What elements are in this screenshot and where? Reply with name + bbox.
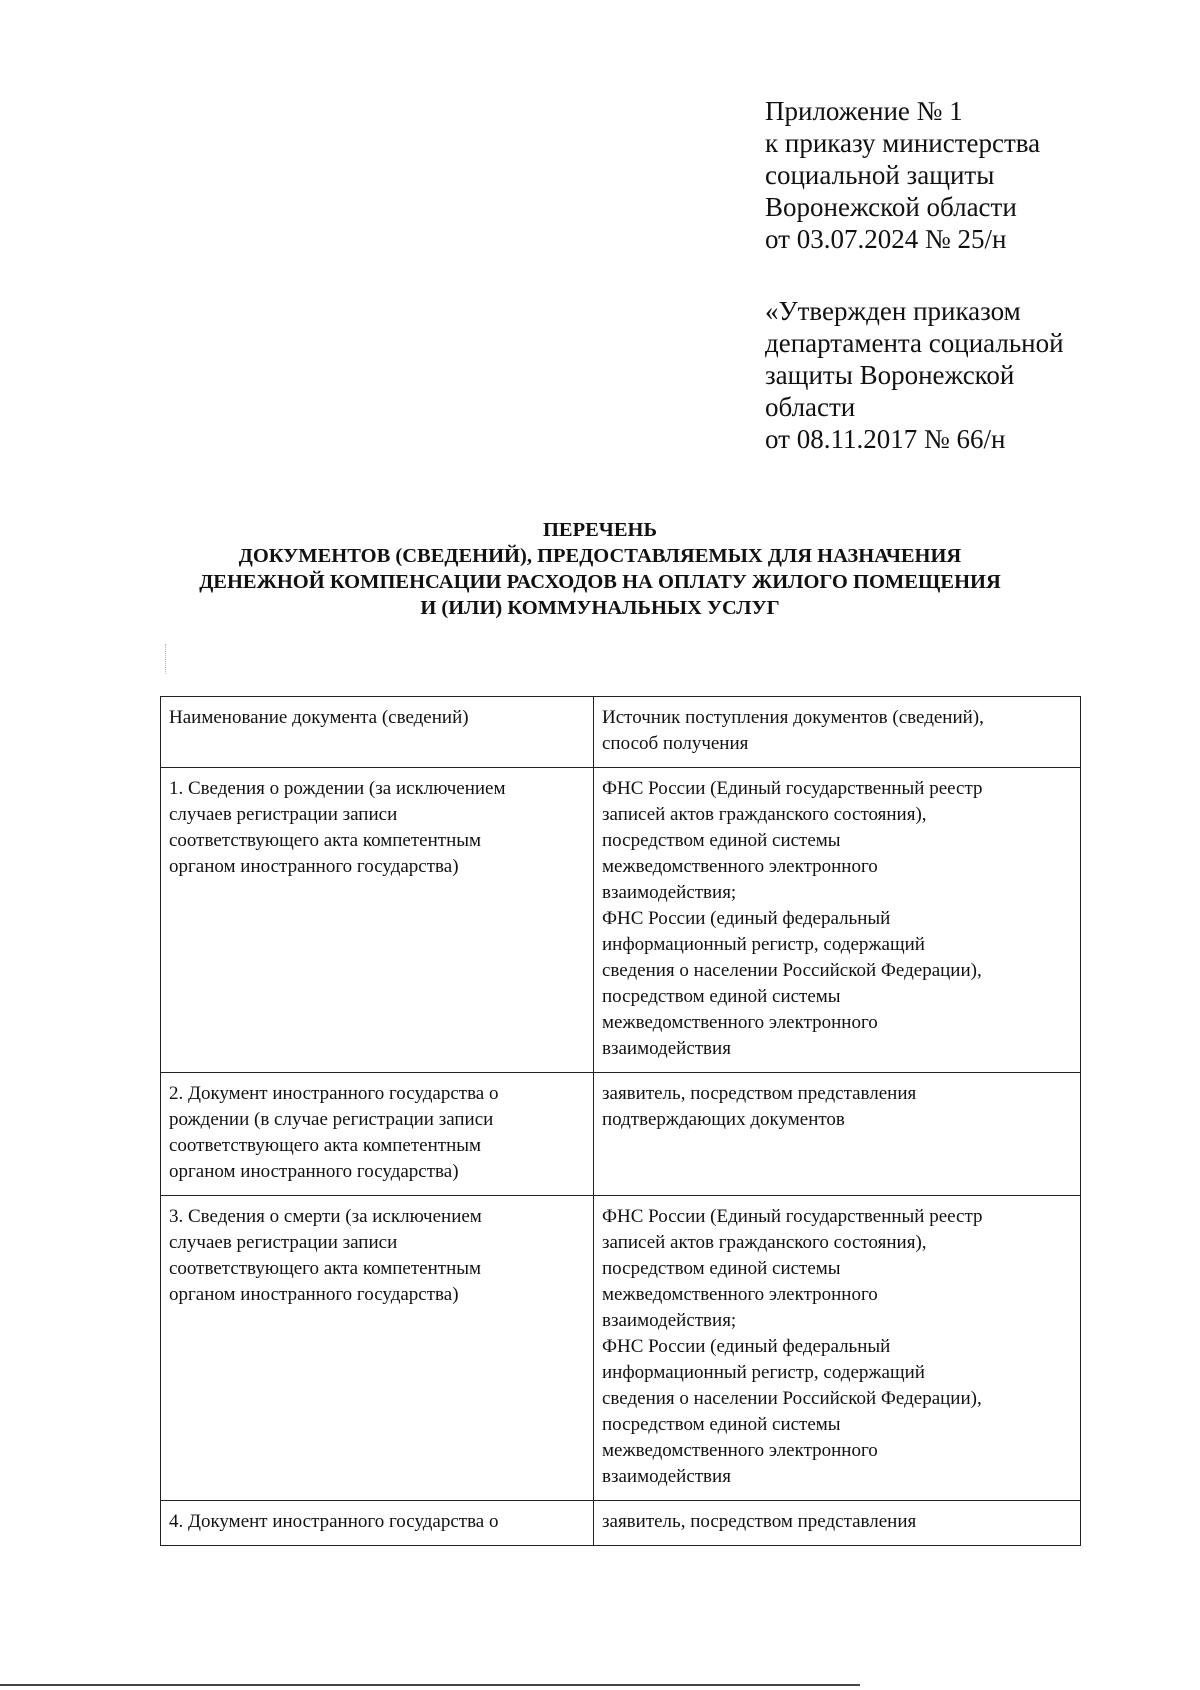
documents-table: [160, 696, 1081, 1546]
appendix-line: от 03.07.2024 № 25/н: [765, 224, 1007, 254]
table-header-row: [161, 697, 1081, 768]
header-text: Наименование документа (сведений): [169, 707, 469, 728]
title-line: ДЕНЕЖНОЙ КОМПЕНСАЦИИ РАСХОДОВ НА ОПЛАТУ ЖИЛОГО ПОМЕЩЕНИЯ: [199, 571, 1001, 593]
cell-document: [161, 1073, 594, 1196]
approved-line: «Утвержден приказом: [765, 296, 1021, 326]
header-cell-source: [594, 697, 1081, 768]
cell-text: 4. Документ иностранного государства о: [169, 1511, 499, 1532]
title-line: И (ИЛИ) КОММУНАЛЬНЫХ УСЛУГ: [420, 597, 780, 619]
table-row: [161, 1501, 1081, 1546]
table-row: [161, 768, 1081, 1073]
approved-line: защиты Воронежской: [765, 360, 1015, 390]
cell-source: [594, 1196, 1081, 1501]
appendix-block: [765, 95, 1185, 255]
appendix-line: Воронежской области: [765, 192, 1017, 222]
cell-source: [594, 1073, 1081, 1196]
scan-margin-mark: [165, 644, 170, 674]
cell-text: 3. Сведения о смерти (за исключением случаев регистрации записи соответствующего акта компетентным органом иностранного государства): [169, 1206, 482, 1305]
cell-text: 1. Сведения о рождении (за исключением случаев регистрации записи соответствующего акта компетентным органом иностранного государства): [169, 778, 506, 877]
appendix-line: к приказу министерства: [765, 128, 1041, 158]
table-row: [161, 1196, 1081, 1501]
appendix-line: Приложение № 1: [765, 96, 963, 126]
cell-text: заявитель, посредством представления подтверждающих документов: [602, 1083, 917, 1130]
title-line: ДОКУМЕНТОВ (СВЕДЕНИЙ), ПРЕДОСТАВЛЯЕМЫХ ДЛЯ НАЗНАЧЕНИЯ: [238, 545, 962, 567]
table-row: [161, 1073, 1081, 1196]
cell-source: [594, 768, 1081, 1073]
scan-bottom-edge: [0, 1684, 860, 1686]
approved-block: [765, 295, 1185, 455]
approved-line: департамента социальной: [765, 328, 1064, 358]
cell-source: [594, 1501, 1081, 1546]
document-title: [150, 517, 1050, 621]
header-text: Источник поступления документов (сведений), способ получения: [602, 707, 984, 754]
cell-text: ФНС России (Единый государственный реестр записей актов гражданского состояния), посредством единой системы межведомственного электронного взаимодействия; ФНС России (единый федеральный информационный регистр, содержащий сведения о населении Российской Федерации), посредством единой системы межведомственного электронного взаимодействия: [602, 778, 983, 1059]
title-line: ПЕРЕЧЕНЬ: [542, 519, 658, 541]
cell-text: 2. Документ иностранного государства о рождении (в случае регистрации записи соответствующего акта компетентным органом иностранного государства): [169, 1083, 499, 1182]
cell-document: [161, 1196, 594, 1501]
cell-document: [161, 1501, 594, 1546]
header-cell-document: [161, 697, 594, 768]
cell-document: [161, 768, 594, 1073]
appendix-line: социальной защиты: [765, 160, 995, 190]
approved-line: области: [765, 392, 856, 422]
approved-line: от 08.11.2017 № 66/н: [765, 424, 1006, 454]
cell-text: заявитель, посредством представления: [602, 1511, 917, 1532]
cell-text: ФНС России (Единый государственный реестр записей актов гражданского состояния), посредством единой системы межведомственного электронного взаимодействия; ФНС России (единый федеральный информационный регистр, содержащий сведения о населении Российской Федерации), посредством единой системы межведомственного электронного взаимодействия: [602, 1206, 983, 1487]
